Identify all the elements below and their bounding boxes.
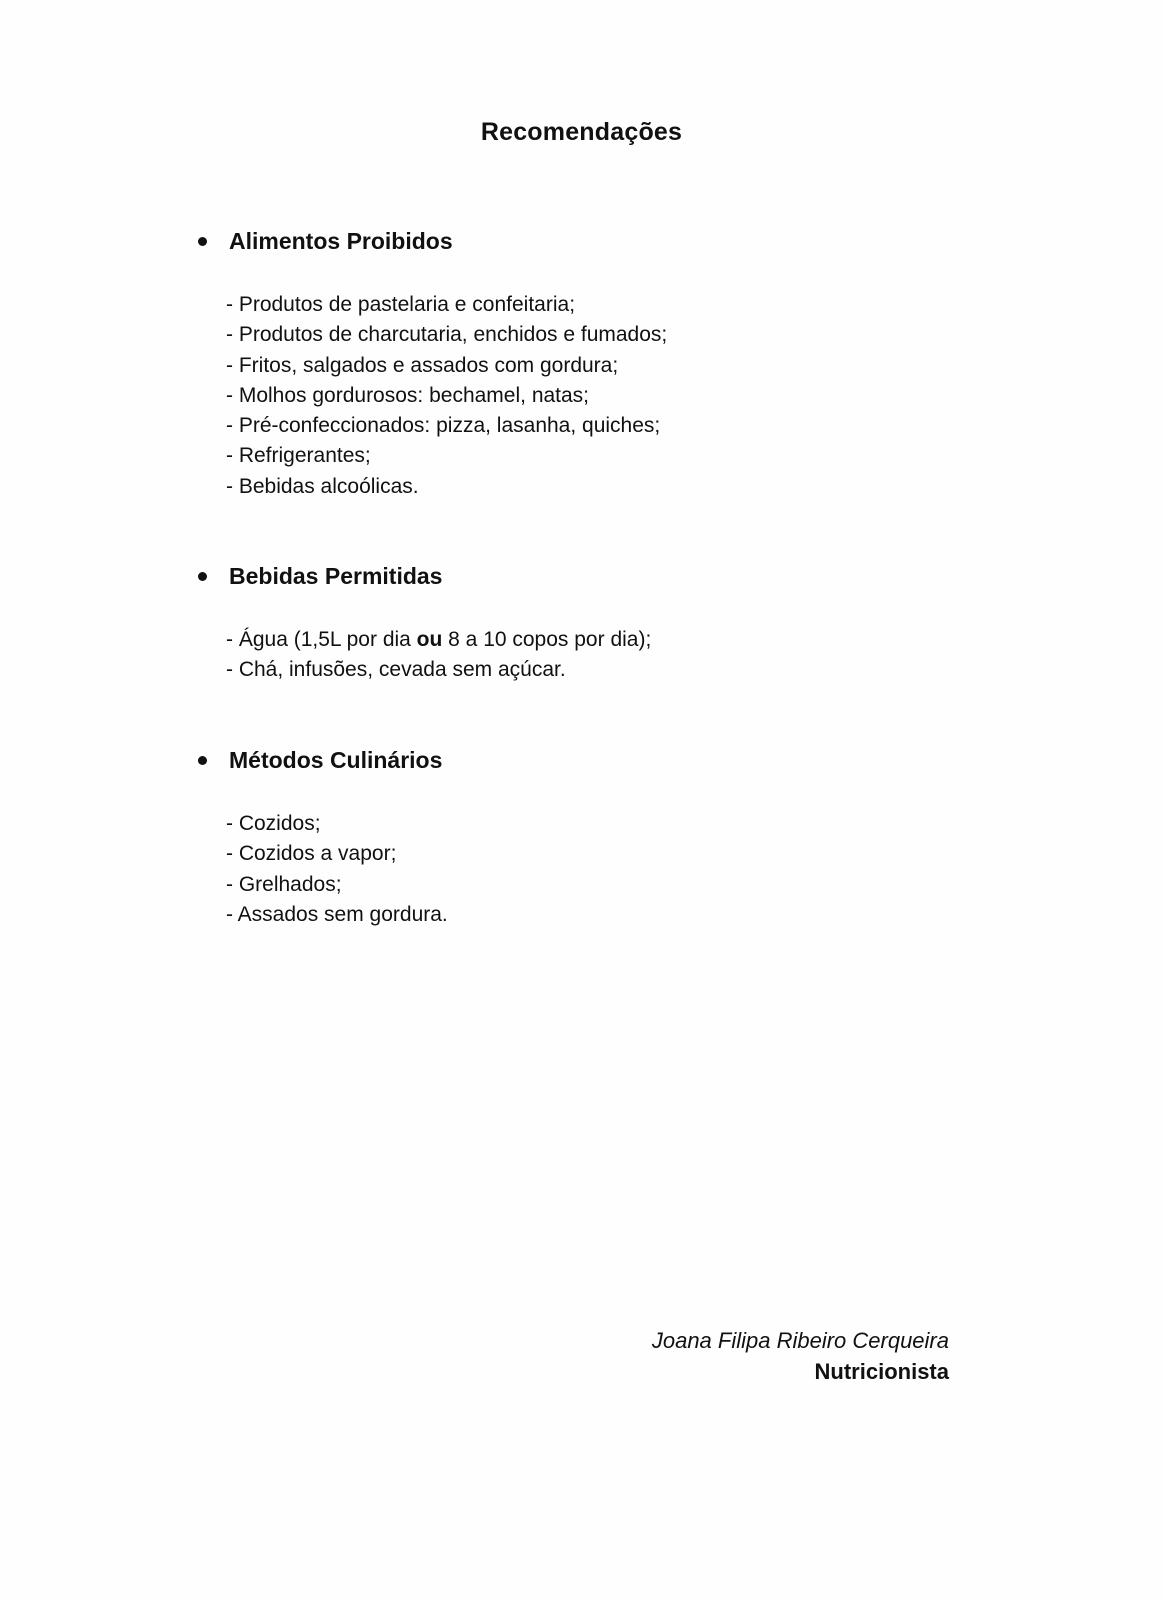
section-heading: Bebidas Permitidas	[229, 562, 443, 589]
water-text-bold: ou	[416, 628, 443, 651]
section-alimentos-proibidos	[196, 226, 668, 498]
section-heading: Alimentos Proibidos	[229, 227, 453, 254]
section-heading-row	[196, 561, 442, 591]
signature-block	[652, 1325, 949, 1387]
section-heading-row	[196, 226, 453, 256]
list-item: - Produtos de charcutaria, enchidos e fumados;	[226, 323, 668, 347]
list-item: - Bebidas alcoólicas.	[226, 474, 419, 498]
list-item: - Cozidos;	[226, 812, 321, 835]
signature-role: Nutricionista	[814, 1359, 949, 1384]
bullet-icon	[198, 756, 207, 765]
water-text-after: 8 a 10 copos por dia);	[442, 628, 652, 651]
list-item: - Refrigerantes;	[226, 444, 371, 468]
list-item-water	[226, 625, 651, 655]
section-bebidas-permitidas	[196, 561, 652, 682]
item-list	[226, 290, 667, 502]
section-metodos-culinarios	[196, 745, 448, 926]
bullet-icon	[198, 572, 207, 581]
list-item: - Produtos de pastelaria e confeitaria;	[226, 293, 576, 316]
bullet-icon	[198, 237, 207, 246]
list-item: - Fritos, salgados e assados com gordura;	[226, 353, 619, 377]
item-list	[226, 809, 448, 930]
list-item: - Cozidos a vapor;	[226, 842, 397, 866]
page-title: Recomendações	[480, 118, 683, 146]
signature-name: Joana Filipa Ribeiro Cerqueira	[651, 1328, 949, 1353]
list-item: - Chá, infusões, cevada sem açúcar.	[226, 658, 566, 682]
list-item: - Grelhados;	[226, 872, 342, 896]
list-item: - Molhos gordurosos: bechamel, natas;	[226, 383, 590, 407]
section-heading: Métodos Culinários	[229, 746, 443, 773]
water-text-before: - Água (1,5L por dia	[226, 628, 417, 651]
item-list	[226, 625, 651, 686]
list-item: - Pré-confeccionados: pizza, lasanha, quiches;	[226, 414, 661, 438]
section-heading-row	[196, 745, 442, 775]
list-item: - Assados sem gordura.	[226, 902, 448, 926]
